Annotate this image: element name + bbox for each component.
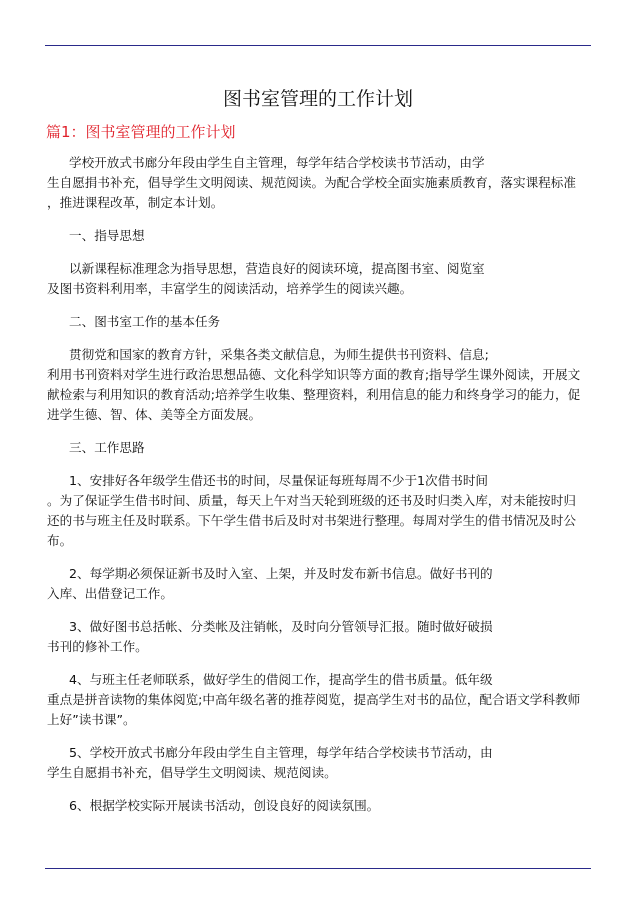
paragraph: [47, 743, 595, 783]
text-line: 及图书资料利用率，丰富学生的阅读活动，培养学生的阅读兴趣。: [47, 281, 413, 296]
text-line: 贯彻党和国家的教育方针，采集各类文献信息，为师生提供书刊资料、信息;: [69, 347, 489, 362]
text-line: 以新课程标准理念为指导思想，营造良好的阅读环境，提高图书室、阅览室: [69, 261, 485, 276]
text-line: 书刊的修补工作。: [47, 639, 148, 654]
text-line: 3、做好图书总括帐、分类帐及注销帐，及时向分管领导汇报。随时做好破损: [69, 619, 493, 634]
section-heading: 篇1：图书室管理的工作计划: [46, 123, 236, 141]
text-line: 上好”读书课”。: [47, 712, 136, 727]
text-line: 生自愿捐书补充，倡导学生文明阅读、规范阅读。为配合学校全面实施素质教育，落实课程标准: [47, 175, 576, 190]
header-rule: [45, 45, 591, 46]
text-line: ，推进课程改革，制定本计划。: [47, 195, 224, 210]
text-line: 1、安排好各年级学生借还书的时间，尽量保证每班每周不少于1次借书时间: [69, 473, 489, 488]
paragraph: [47, 617, 595, 657]
text-line: 6、根据学校实际开展读书活动，创设良好的阅读氛围。: [69, 798, 380, 813]
paragraph: [47, 471, 595, 551]
text-line: 还的书与班主任及时联系。下午学生借书后及时对书架进行整理。每周对学生的借书情况及时公: [47, 513, 576, 528]
text-line: 重点是拼音读物的集体阅览;中高年级名著的推荐阅览，提高学生对书的品位，配合语文学科教师: [47, 692, 581, 707]
text-line: 4、与班主任老师联系，做好学生的借阅工作，提高学生的借书质量。低年级: [69, 672, 493, 687]
text-line: 献检索与利用知识的教育活动;培养学生收集、整理资料，利用信息的能力和终身学习的能力，促: [47, 387, 581, 402]
document-title: 图书室管理的工作计划: [222, 88, 413, 110]
document-body: [47, 153, 595, 829]
text-line: 入库、出借登记工作。: [47, 586, 173, 601]
paragraph: [47, 796, 595, 816]
text-line: 学校开放式书廊分年段由学生自主管理，每学年结合学校读书节活动，由学: [69, 155, 485, 170]
subheading: [47, 312, 595, 332]
subheading: [47, 226, 595, 246]
paragraph: [47, 345, 595, 425]
text-line: 三、工作思路: [69, 440, 145, 455]
text-line: 一、指导思想: [69, 228, 145, 243]
text-line: 进学生德、智、体、美等全方面发展。: [47, 407, 262, 422]
text-line: 二、图书室工作的基本任务: [69, 314, 221, 329]
text-line: 。为了保证学生借书时间、质量，每天上午对当天轮到班级的还书及时归类入库，对未能按时归: [47, 493, 576, 508]
subheading: [47, 438, 595, 458]
paragraph: [47, 259, 595, 299]
text-line: 学生自愿捐书补充，倡导学生文明阅读、规范阅读。: [47, 765, 337, 780]
paragraph: [47, 670, 595, 730]
paragraph: [47, 153, 595, 213]
text-line: 5、学校开放式书廊分年段由学生自主管理，每学年结合学校读书节活动，由: [69, 745, 493, 760]
footer-rule: [45, 868, 591, 869]
text-line: 布。: [47, 533, 73, 548]
text-line: 利用书刊资料对学生进行政治思想品德、文化科学知识等方面的教育;指导学生课外阅读，开展文: [47, 367, 581, 382]
paragraph: [47, 564, 595, 604]
text-line: 2、每学期必须保证新书及时入室、上架，并及时发布新书信息。做好书刊的: [69, 566, 493, 581]
